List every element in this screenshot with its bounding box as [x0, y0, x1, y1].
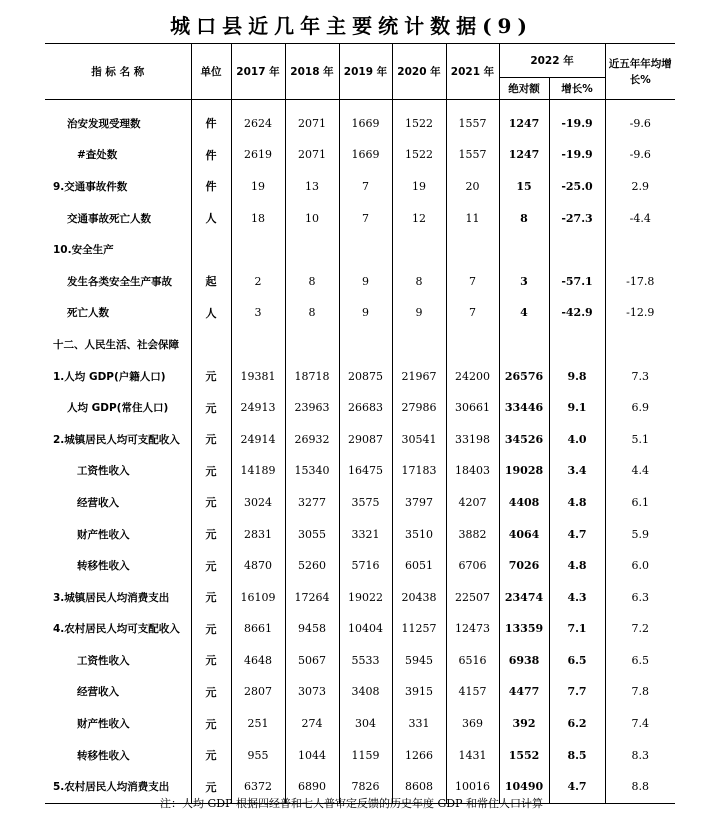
- statistics-table: [45, 43, 675, 804]
- row-value: 4.4: [605, 455, 675, 487]
- table-row: [45, 392, 675, 424]
- row-unit: 元: [191, 771, 231, 803]
- row-value: 7.3: [605, 360, 675, 392]
- row-value: 9: [339, 297, 392, 329]
- row-label: 工资性收入: [77, 654, 130, 667]
- row-value: 4207: [446, 487, 499, 519]
- row-value: 6706: [446, 550, 499, 582]
- row-value: 26576: [499, 360, 549, 392]
- row-unit: 元: [191, 392, 231, 424]
- row-value: 4408: [499, 487, 549, 519]
- table-row: [45, 739, 675, 771]
- row-value: 8.8: [605, 771, 675, 803]
- header-abs: 绝对额: [499, 78, 549, 100]
- row-unit: [191, 329, 231, 361]
- row-value: 18: [231, 202, 285, 234]
- row-value: 10490: [499, 771, 549, 803]
- table-row: [45, 550, 675, 582]
- row-value: 21967: [392, 360, 446, 392]
- row-value: 3277: [285, 487, 339, 519]
- row-value: 3: [231, 297, 285, 329]
- table-row: [45, 708, 675, 740]
- row-unit: 人: [191, 297, 231, 329]
- row-value: 8: [285, 265, 339, 297]
- row-label: 4.农村居民人均可支配收入: [53, 623, 180, 636]
- header-year-2017: 2017 年: [231, 44, 285, 100]
- table-row: [45, 613, 675, 645]
- row-value: 7.4: [605, 708, 675, 740]
- row-value: 8: [285, 297, 339, 329]
- row-value: [446, 234, 499, 266]
- row-value: 7.2: [605, 613, 675, 645]
- row-value: [392, 234, 446, 266]
- row-value: 33198: [446, 423, 499, 455]
- row-value: 2619: [231, 139, 285, 171]
- row-value: 4477: [499, 676, 549, 708]
- row-value: 9: [339, 265, 392, 297]
- row-value: 4064: [499, 518, 549, 550]
- row-value: 4.8: [549, 487, 605, 519]
- table-row: [45, 676, 675, 708]
- row-value: -19.9: [549, 108, 605, 140]
- row-value: 9458: [285, 613, 339, 645]
- row-value: 8: [392, 265, 446, 297]
- row-value: 3024: [231, 487, 285, 519]
- row-value: 5067: [285, 645, 339, 677]
- row-unit: 元: [191, 581, 231, 613]
- row-value: [549, 329, 605, 361]
- row-label: 5.农村居民人均消费支出: [45, 771, 191, 803]
- row-value: 9: [392, 297, 446, 329]
- row-value: 27986: [392, 392, 446, 424]
- row-value: 1669: [339, 139, 392, 171]
- row-value: 6372: [231, 771, 285, 803]
- row-label: 人均 GDP(常住人口): [67, 402, 169, 415]
- row-value: 23474: [499, 581, 549, 613]
- row-value: 12473: [446, 613, 499, 645]
- row-label: 经营收入: [77, 496, 119, 509]
- row-value: 1552: [499, 739, 549, 771]
- row-value: -57.1: [549, 265, 605, 297]
- row-unit: 起: [191, 265, 231, 297]
- row-value: [605, 234, 675, 266]
- row-label: 治安发现受理数: [67, 117, 141, 130]
- row-label: 财产性收入: [77, 718, 130, 731]
- row-value: 6938: [499, 645, 549, 677]
- row-value: 4648: [231, 645, 285, 677]
- row-value: 3055: [285, 518, 339, 550]
- row-label: 2.城镇居民人均可支配收入: [53, 433, 180, 446]
- row-value: 20438: [392, 581, 446, 613]
- row-value: -4.4: [605, 202, 675, 234]
- row-unit: 元: [191, 423, 231, 455]
- row-label: 十二、人民生活、社会保障: [53, 338, 179, 351]
- row-unit: 元: [191, 550, 231, 582]
- row-label: 转移性收入: [77, 560, 130, 573]
- row-value: 26932: [285, 423, 339, 455]
- row-value: 7: [446, 265, 499, 297]
- row-value: 16109: [231, 581, 285, 613]
- row-value: [285, 329, 339, 361]
- row-value: [446, 329, 499, 361]
- table-row: [45, 329, 675, 361]
- row-unit: 元: [191, 487, 231, 519]
- row-value: 3.4: [549, 455, 605, 487]
- row-unit: 元: [191, 676, 231, 708]
- row-value: 6.1: [605, 487, 675, 519]
- row-value: 17264: [285, 581, 339, 613]
- row-value: -17.8: [605, 265, 675, 297]
- table-row: [45, 581, 675, 613]
- row-value: 6516: [446, 645, 499, 677]
- row-label: 交通事故死亡人数: [67, 212, 151, 225]
- row-unit: 元: [191, 455, 231, 487]
- row-value: 2071: [285, 139, 339, 171]
- row-value: 22507: [446, 581, 499, 613]
- table-row: [45, 171, 675, 203]
- row-value: [285, 234, 339, 266]
- row-value: 29087: [339, 423, 392, 455]
- row-value: 1247: [499, 139, 549, 171]
- header-year-2020: 2020 年: [392, 44, 446, 100]
- row-value: 4157: [446, 676, 499, 708]
- row-value: 4.7: [549, 771, 605, 803]
- header-year-2019: 2019 年: [339, 44, 392, 100]
- row-value: 8: [499, 202, 549, 234]
- row-value: 34526: [499, 423, 549, 455]
- row-value: 1159: [339, 739, 392, 771]
- row-value: 4.3: [549, 581, 605, 613]
- row-value: [339, 234, 392, 266]
- table-row: [45, 202, 675, 234]
- table-row: [45, 423, 675, 455]
- row-value: 6.5: [549, 645, 605, 677]
- row-value: 8.3: [605, 739, 675, 771]
- row-label: 发生各类安全生产事故: [67, 275, 172, 288]
- row-value: 20: [446, 171, 499, 203]
- row-unit: 元: [191, 613, 231, 645]
- row-value: [549, 234, 605, 266]
- table-row: [45, 518, 675, 550]
- row-value: 3575: [339, 487, 392, 519]
- row-value: 3882: [446, 518, 499, 550]
- row-value: 4870: [231, 550, 285, 582]
- row-value: -25.0: [549, 171, 605, 203]
- row-value: 1669: [339, 108, 392, 140]
- row-value: 5716: [339, 550, 392, 582]
- row-value: 17183: [392, 455, 446, 487]
- row-value: 331: [392, 708, 446, 740]
- row-value: -27.3: [549, 202, 605, 234]
- row-label: 死亡人数: [67, 307, 109, 320]
- row-value: 6.9: [605, 392, 675, 424]
- row-value: 1522: [392, 139, 446, 171]
- header-year-2018: 2018 年: [285, 44, 339, 100]
- row-value: 19381: [231, 360, 285, 392]
- header-unit: 单位: [191, 44, 231, 100]
- header-year-2021: 2021 年: [446, 44, 499, 100]
- row-value: 13: [285, 171, 339, 203]
- row-unit: 元: [191, 645, 231, 677]
- row-value: 2624: [231, 108, 285, 140]
- row-value: 26683: [339, 392, 392, 424]
- row-value: [339, 329, 392, 361]
- row-value: 11: [446, 202, 499, 234]
- row-label: 转移性收入: [77, 749, 130, 762]
- row-value: 15: [499, 171, 549, 203]
- row-value: 392: [499, 708, 549, 740]
- row-unit: 元: [191, 708, 231, 740]
- table-row: [45, 139, 675, 171]
- row-value: 15340: [285, 455, 339, 487]
- row-value: 955: [231, 739, 285, 771]
- row-value: 5.1: [605, 423, 675, 455]
- row-value: 7.7: [549, 676, 605, 708]
- row-value: 1247: [499, 108, 549, 140]
- row-unit: [191, 234, 231, 266]
- row-value: 10: [285, 202, 339, 234]
- row-value: 1431: [446, 739, 499, 771]
- row-value: 2831: [231, 518, 285, 550]
- row-value: 4.7: [549, 518, 605, 550]
- row-value: [605, 329, 675, 361]
- page-title: 城口县近几年主要统计数据(9): [170, 14, 533, 38]
- row-value: 13359: [499, 613, 549, 645]
- row-value: [392, 329, 446, 361]
- row-value: -9.6: [605, 139, 675, 171]
- table-row: [45, 234, 675, 266]
- row-value: -19.9: [549, 139, 605, 171]
- row-unit: 元: [191, 360, 231, 392]
- row-value: [499, 329, 549, 361]
- row-value: [231, 234, 285, 266]
- row-label: #查处数: [77, 149, 118, 162]
- row-value: 7: [446, 297, 499, 329]
- row-unit: 人: [191, 202, 231, 234]
- row-value: 16475: [339, 455, 392, 487]
- row-value: 7: [339, 202, 392, 234]
- table-row: [45, 297, 675, 329]
- row-value: 2807: [231, 676, 285, 708]
- row-value: 3797: [392, 487, 446, 519]
- row-value: 10016: [446, 771, 499, 803]
- row-value: 18718: [285, 360, 339, 392]
- table-row: [45, 108, 675, 140]
- row-value: 4.0: [549, 423, 605, 455]
- row-value: 3510: [392, 518, 446, 550]
- row-value: 1266: [392, 739, 446, 771]
- row-value: 251: [231, 708, 285, 740]
- table-row: [45, 455, 675, 487]
- row-value: 7: [339, 171, 392, 203]
- row-value: 9.8: [549, 360, 605, 392]
- row-value: 5.9: [605, 518, 675, 550]
- row-label: 1.人均 GDP(户籍人口): [53, 370, 166, 383]
- row-label: 工资性收入: [77, 465, 130, 478]
- row-value: 19028: [499, 455, 549, 487]
- row-label: 9.交通事故件数: [53, 180, 128, 193]
- row-value: 3915: [392, 676, 446, 708]
- row-value: 7.1: [549, 613, 605, 645]
- row-value: 6890: [285, 771, 339, 803]
- row-value: 30541: [392, 423, 446, 455]
- row-label: 经营收入: [77, 686, 119, 699]
- row-value: 4.8: [549, 550, 605, 582]
- row-value: 12: [392, 202, 446, 234]
- row-value: 4: [499, 297, 549, 329]
- row-unit: 件: [191, 108, 231, 140]
- table-row: [45, 265, 675, 297]
- table-row: [45, 487, 675, 519]
- row-value: 1522: [392, 108, 446, 140]
- row-value: 5945: [392, 645, 446, 677]
- row-unit: 件: [191, 139, 231, 171]
- row-value: 6.2: [549, 708, 605, 740]
- row-value: 2071: [285, 108, 339, 140]
- header-year-2022: 2022 年: [499, 44, 605, 78]
- row-value: 24914: [231, 423, 285, 455]
- row-label: 3.城镇居民人均消费支出: [53, 591, 170, 604]
- table-row: [45, 360, 675, 392]
- row-value: 24200: [446, 360, 499, 392]
- row-value: 8661: [231, 613, 285, 645]
- row-value: 1557: [446, 108, 499, 140]
- row-value: 23963: [285, 392, 339, 424]
- row-value: 7826: [339, 771, 392, 803]
- row-value: 369: [446, 708, 499, 740]
- row-value: 7.8: [605, 676, 675, 708]
- row-value: 19: [231, 171, 285, 203]
- row-value: 6.3: [605, 581, 675, 613]
- row-value: -9.6: [605, 108, 675, 140]
- row-value: 19: [392, 171, 446, 203]
- row-value: 3073: [285, 676, 339, 708]
- row-value: 14189: [231, 455, 285, 487]
- row-value: [231, 329, 285, 361]
- row-value: 19022: [339, 581, 392, 613]
- row-value: 1557: [446, 139, 499, 171]
- row-value: 20875: [339, 360, 392, 392]
- header-five-year: 近五年年均增长%: [605, 44, 675, 100]
- row-value: 11257: [392, 613, 446, 645]
- row-unit: 元: [191, 518, 231, 550]
- row-value: 3321: [339, 518, 392, 550]
- row-value: 304: [339, 708, 392, 740]
- row-value: 274: [285, 708, 339, 740]
- header-growth: 增长%: [549, 78, 605, 100]
- row-unit: 件: [191, 171, 231, 203]
- row-value: 33446: [499, 392, 549, 424]
- row-value: 7026: [499, 550, 549, 582]
- row-value: 10404: [339, 613, 392, 645]
- row-value: 5260: [285, 550, 339, 582]
- row-value: 5533: [339, 645, 392, 677]
- row-label: 10.安全生产: [53, 244, 114, 257]
- row-value: 8.5: [549, 739, 605, 771]
- row-value: 6051: [392, 550, 446, 582]
- row-value: [499, 234, 549, 266]
- row-value: 2: [231, 265, 285, 297]
- row-value: 30661: [446, 392, 499, 424]
- row-unit: 元: [191, 739, 231, 771]
- row-value: 1044: [285, 739, 339, 771]
- row-value: -42.9: [549, 297, 605, 329]
- row-value: 3408: [339, 676, 392, 708]
- row-value: 9.1: [549, 392, 605, 424]
- row-value: 8608: [392, 771, 446, 803]
- row-value: 24913: [231, 392, 285, 424]
- row-value: 18403: [446, 455, 499, 487]
- row-value: -12.9: [605, 297, 675, 329]
- header-name: 指 标 名 称: [45, 44, 191, 100]
- row-label: 财产性收入: [77, 528, 130, 541]
- footnote: 注：人均 GDP 根据四经普和七人普审定反馈的历史年度 GDP 和常住人口计算: [160, 797, 543, 810]
- row-value: 2.9: [605, 171, 675, 203]
- row-value: 3: [499, 265, 549, 297]
- row-value: 6.0: [605, 550, 675, 582]
- table-row: [45, 645, 675, 677]
- row-value: 6.5: [605, 645, 675, 677]
